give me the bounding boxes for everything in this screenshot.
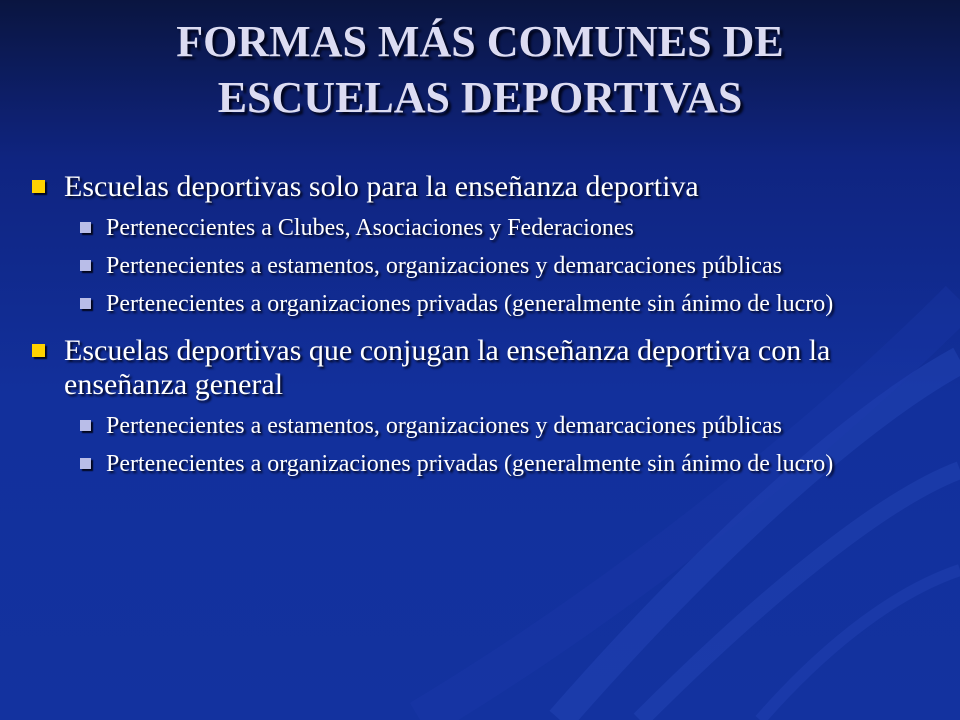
- bullet-text: Pertenecientes a estamentos, organizaciones y demarcaciones públicas: [106, 413, 782, 439]
- bullet-item-level2: [30, 252, 930, 280]
- slide-content: [30, 170, 930, 488]
- bullet-text: Escuelas deportivas que conjugan la enseñanza deportiva con la enseñanza general: [64, 334, 831, 401]
- square-bullet-icon: [32, 344, 45, 357]
- square-bullet-icon: [80, 420, 91, 431]
- bullet-item-level2: [30, 412, 930, 440]
- swoosh-band-3: [760, 570, 960, 720]
- bullet-item-level2: [30, 450, 930, 478]
- square-bullet-icon: [80, 298, 91, 309]
- slide-title-line-2: ESCUELAS DEPORTIVAS: [217, 73, 743, 122]
- bullet-text: Perteneccientes a Clubes, Asociaciones y Federaciones: [106, 215, 634, 241]
- swoosh-band-2: [640, 470, 960, 720]
- bullet-item-level1: [30, 170, 930, 204]
- bullet-item-level1: [30, 334, 930, 402]
- bullet-text: Pertenecientes a organizaciones privadas (generalmente sin ánimo de lucro): [106, 451, 834, 477]
- bullet-text: Escuelas deportivas solo para la enseñanza deportiva: [64, 170, 699, 203]
- bullet-item-level2: [30, 214, 930, 242]
- slide-title: [40, 14, 920, 126]
- bullet-text: Pertenecientes a organizaciones privadas (generalmente sin ánimo de lucro): [106, 291, 834, 317]
- bullet-item-level2: [30, 290, 930, 318]
- bullet-text: Pertenecientes a estamentos, organizaciones y demarcaciones públicas: [106, 253, 782, 279]
- square-bullet-icon: [80, 260, 91, 271]
- square-bullet-icon: [32, 180, 45, 193]
- square-bullet-icon: [80, 222, 91, 233]
- slide-title-line-1: FORMAS MÁS COMUNES DE: [176, 17, 784, 66]
- square-bullet-icon: [80, 458, 91, 469]
